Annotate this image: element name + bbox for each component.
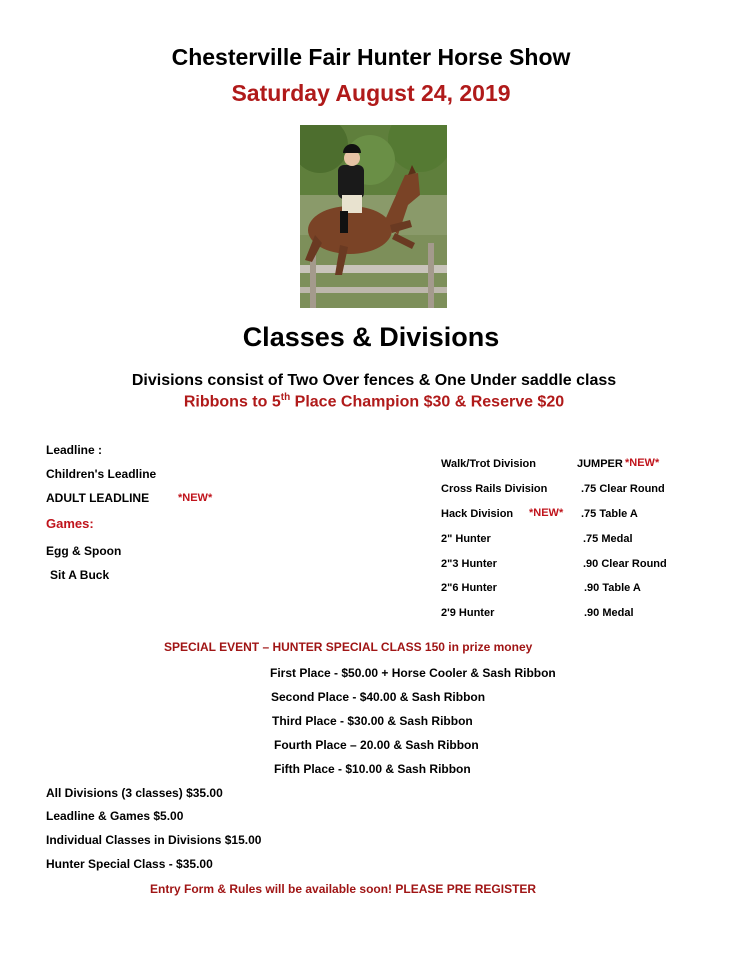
- prize-1: First Place - $50.00 + Horse Cooler & Sash Ribbon: [270, 666, 556, 680]
- fee-hunter-special: Hunter Special Class - $35.00: [46, 857, 213, 871]
- hunter-2-6: 2"6 Hunter: [441, 582, 497, 594]
- jumper-new-tag: *NEW*: [625, 457, 660, 469]
- prize-4: Fourth Place – 20.00 & Sash Ribbon: [274, 738, 479, 752]
- jumper-class-5: .90 Table A: [584, 582, 641, 594]
- fee-leadline-games: Leadline & Games $5.00: [46, 809, 184, 823]
- divisions-subtitle: Divisions consist of Two Over fences & One Under saddle class: [131, 372, 617, 389]
- egg-spoon: Egg & Spoon: [46, 544, 122, 558]
- hack-division: Hack Division: [441, 508, 514, 520]
- hunter-2-3: 2"3 Hunter: [441, 558, 497, 570]
- walk-trot-division: Walk/Trot Division: [441, 458, 536, 470]
- jumper-class-2: .75 Table A: [581, 508, 638, 520]
- jumper-class-6: .90 Medal: [584, 607, 634, 619]
- jumper-class-1: .75 Clear Round: [581, 483, 665, 495]
- prize-5: Fifth Place - $10.00 & Sash Ribbon: [274, 762, 471, 776]
- jumper-class-3: .75 Medal: [583, 533, 633, 545]
- horse-jumping-photo: [300, 125, 447, 308]
- footer-note: Entry Form & Rules will be available soon! PLEASE PRE REGISTER: [150, 882, 537, 896]
- fee-individual-classes: Individual Classes in Divisions $15.00: [46, 833, 262, 847]
- hunter-2: 2" Hunter: [441, 533, 491, 545]
- adult-leadline: ADULT LEADLINE: [46, 491, 150, 505]
- jumper-heading: JUMPER: [577, 458, 623, 470]
- fee-all-divisions: All Divisions (3 classes) $35.00: [46, 786, 223, 800]
- section-title: Classes & Divisions: [242, 322, 500, 352]
- hunter-2-9: 2'9 Hunter: [441, 607, 495, 619]
- special-event-heading: SPECIAL EVENT – HUNTER SPECIAL CLASS 150 in prize money: [164, 640, 533, 654]
- leadline-label: Leadline :: [46, 443, 103, 457]
- prize-2: Second Place - $40.00 & Sash Ribbon: [271, 690, 486, 704]
- childrens-leadline: Children's Leadline: [46, 467, 157, 481]
- cross-rails-division: Cross Rails Division: [441, 483, 548, 495]
- games-heading: Games:: [46, 516, 94, 531]
- sit-a-buck: Sit A Buck: [50, 568, 110, 582]
- show-date: Saturday August 24, 2019: [231, 80, 511, 106]
- adult-new-tag: *NEW*: [178, 492, 213, 504]
- hack-new-tag: *NEW*: [529, 507, 564, 519]
- show-title: Chesterville Fair Hunter Horse Show: [171, 44, 571, 70]
- prize-3: Third Place - $30.00 & Sash Ribbon: [272, 714, 473, 728]
- ribbons-line: Ribbons to 5th Place Champion $30 & Reserve $20: [183, 392, 565, 411]
- jumper-class-4: .90 Clear Round: [583, 558, 667, 570]
